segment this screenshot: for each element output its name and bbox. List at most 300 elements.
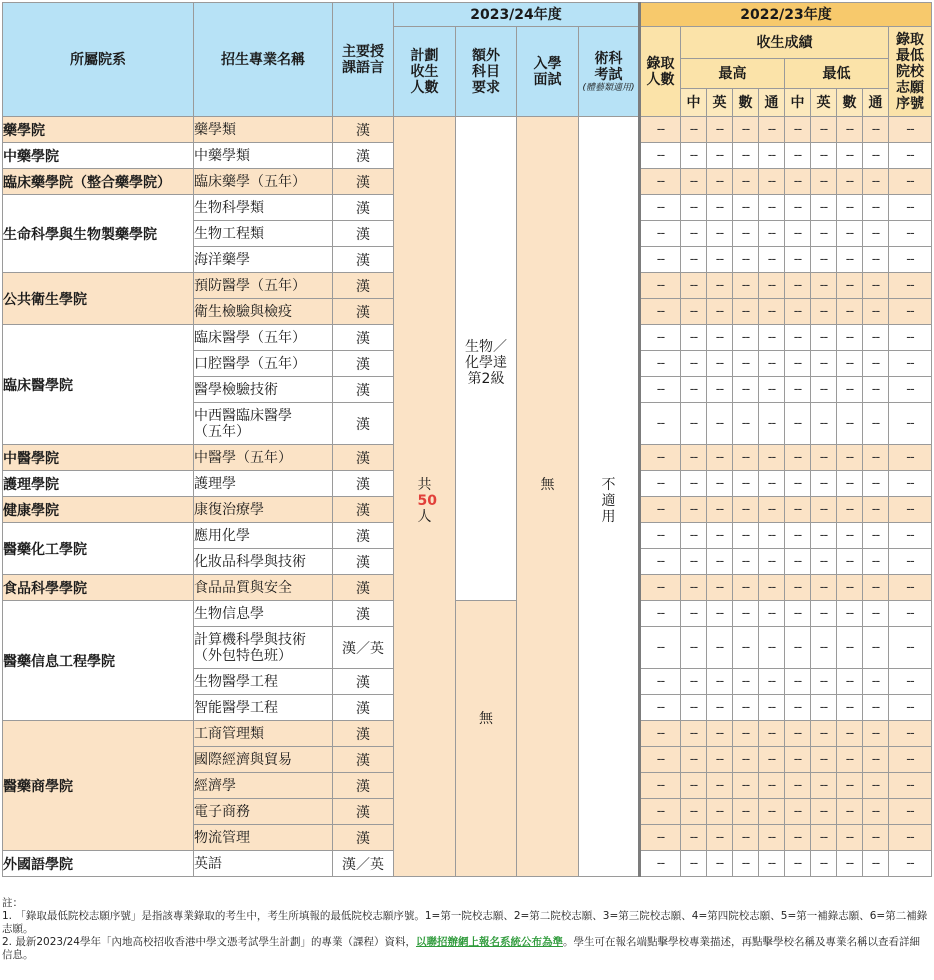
score-cell: -- <box>707 143 733 169</box>
score-cell: -- <box>837 773 863 799</box>
admit-count-cell: -- <box>640 851 681 877</box>
score-cell: -- <box>733 799 759 825</box>
score-cell: -- <box>759 325 785 351</box>
score-cell: -- <box>785 445 811 471</box>
program-cell: 智能醫學工程 <box>194 695 333 721</box>
program-cell: 中醫學（五年） <box>194 445 333 471</box>
program-cell: 應用化學 <box>194 523 333 549</box>
score-cell: -- <box>863 825 889 851</box>
score-cell: -- <box>863 273 889 299</box>
extra-subject-cell: 生物／化學達第2級 <box>456 117 517 601</box>
note-2: 2. 最新2023/24學年「內地高校招收香港中學文憑考試學生計劃」的專業（課程）資料，以聯招辦網上報名系統公布為準。學生可在報名端點擊學校專業描述，再點擊學校名稱及專業名稱以查看詳細信息。 <box>2 936 920 961</box>
score-cell: -- <box>837 825 863 851</box>
language-cell: 漢 <box>333 195 394 221</box>
min-choice-cell: -- <box>889 695 932 721</box>
score-cell: -- <box>681 471 707 497</box>
score-cell: -- <box>707 351 733 377</box>
score-cell: -- <box>681 117 707 143</box>
score-cell: -- <box>837 549 863 575</box>
admit-count-cell: -- <box>640 351 681 377</box>
language-cell: 漢 <box>333 273 394 299</box>
score-cell: -- <box>759 273 785 299</box>
score-cell: -- <box>759 721 785 747</box>
language-cell: 漢 <box>333 575 394 601</box>
score-cell: -- <box>733 497 759 523</box>
score-cell: -- <box>811 575 837 601</box>
score-cell: -- <box>785 143 811 169</box>
header-subj-ls: 通 <box>863 89 889 117</box>
score-cell: -- <box>811 497 837 523</box>
min-choice-cell: -- <box>889 273 932 299</box>
score-cell: -- <box>707 549 733 575</box>
header-subj-ls: 通 <box>759 89 785 117</box>
score-cell: -- <box>863 247 889 273</box>
score-cell: -- <box>863 195 889 221</box>
program-cell: 工商管理類 <box>194 721 333 747</box>
score-cell: -- <box>785 299 811 325</box>
language-cell: 漢 <box>333 143 394 169</box>
program-cell: 衛生檢驗與檢疫 <box>194 299 333 325</box>
score-cell: -- <box>863 523 889 549</box>
score-cell: -- <box>863 627 889 669</box>
score-cell: -- <box>707 377 733 403</box>
score-cell: -- <box>863 377 889 403</box>
score-cell: -- <box>863 169 889 195</box>
min-choice-cell: -- <box>889 799 932 825</box>
admit-count-cell: -- <box>640 445 681 471</box>
header-subj-chi: 中 <box>785 89 811 117</box>
footnotes <box>2 897 930 962</box>
admit-count-cell: -- <box>640 221 681 247</box>
admit-count-cell: -- <box>640 143 681 169</box>
min-choice-cell: -- <box>889 773 932 799</box>
score-cell: -- <box>785 575 811 601</box>
score-cell: -- <box>681 721 707 747</box>
dept-cell: 食品科學學院 <box>3 575 194 601</box>
score-cell: -- <box>863 221 889 247</box>
score-cell: -- <box>837 669 863 695</box>
dept-cell: 外國語學院 <box>3 851 194 877</box>
language-cell: 漢 <box>333 221 394 247</box>
min-choice-cell: -- <box>889 351 932 377</box>
score-cell: -- <box>707 627 733 669</box>
program-cell: 食品品質與安全 <box>194 575 333 601</box>
score-cell: -- <box>759 627 785 669</box>
score-cell: -- <box>733 143 759 169</box>
score-cell: -- <box>707 721 733 747</box>
program-cell: 計算機科學與技術（外包特色班） <box>194 627 333 669</box>
score-cell: -- <box>785 627 811 669</box>
admit-count-cell: -- <box>640 377 681 403</box>
language-cell: 漢 <box>333 117 394 143</box>
language-cell: 漢 <box>333 721 394 747</box>
header-year-2324: 2023/24年度 <box>394 3 640 27</box>
admit-count-cell: -- <box>640 325 681 351</box>
score-cell: -- <box>681 825 707 851</box>
score-cell: -- <box>681 523 707 549</box>
note-1: 1. 「錄取最低院校志願序號」是指該專業錄取的考生中，考生所填報的最低院校志願序號。1=第一院校志願、2=第二院校志願、3=第三院校志願、4=第四院校志願、5=第一補錄志願、6=第二補錄志願。 <box>2 910 928 935</box>
score-cell: -- <box>707 471 733 497</box>
score-cell: -- <box>707 273 733 299</box>
score-cell: -- <box>707 747 733 773</box>
min-choice-cell: -- <box>889 575 932 601</box>
score-cell: -- <box>733 523 759 549</box>
score-cell: -- <box>681 403 707 445</box>
header-subj-math: 數 <box>733 89 759 117</box>
admit-count-cell: -- <box>640 117 681 143</box>
program-cell: 康復治療學 <box>194 497 333 523</box>
score-cell: -- <box>837 273 863 299</box>
program-cell: 護理學 <box>194 471 333 497</box>
score-cell: -- <box>785 825 811 851</box>
score-cell: -- <box>837 445 863 471</box>
language-cell: 漢 <box>333 669 394 695</box>
admit-count-cell: -- <box>640 169 681 195</box>
score-cell: -- <box>733 669 759 695</box>
min-choice-cell: -- <box>889 221 932 247</box>
score-cell: -- <box>811 351 837 377</box>
score-cell: -- <box>863 143 889 169</box>
score-cell: -- <box>681 169 707 195</box>
program-cell: 經濟學 <box>194 773 333 799</box>
dept-cell: 中藥學院 <box>3 143 194 169</box>
score-cell: -- <box>811 799 837 825</box>
score-cell: -- <box>733 549 759 575</box>
dept-cell: 生命科學與生物製藥學院 <box>3 195 194 273</box>
plan-quota-cell: 共 50 人 <box>394 117 456 877</box>
dept-cell: 健康學院 <box>3 497 194 523</box>
language-cell: 漢 <box>333 601 394 627</box>
score-cell: -- <box>811 721 837 747</box>
min-choice-cell: -- <box>889 445 932 471</box>
header-plan: 計劃收生人數 <box>394 27 456 117</box>
program-cell: 口腔醫學（五年） <box>194 351 333 377</box>
score-cell: -- <box>863 325 889 351</box>
score-cell: -- <box>785 601 811 627</box>
score-cell: -- <box>759 695 785 721</box>
score-cell: -- <box>759 169 785 195</box>
program-cell: 預防醫學（五年） <box>194 273 333 299</box>
score-cell: -- <box>681 195 707 221</box>
score-cell: -- <box>759 299 785 325</box>
min-choice-cell: -- <box>889 549 932 575</box>
language-cell: 漢 <box>333 403 394 445</box>
score-cell: -- <box>707 221 733 247</box>
header-subj-eng: 英 <box>707 89 733 117</box>
header-interview: 入學面試 <box>517 27 579 117</box>
score-cell: -- <box>707 497 733 523</box>
score-cell: -- <box>863 721 889 747</box>
note-2-highlight[interactable]: 以聯招辦網上報名系統公布為準 <box>415 936 563 948</box>
score-cell: -- <box>733 851 759 877</box>
score-cell: -- <box>681 695 707 721</box>
program-cell: 生物科學類 <box>194 195 333 221</box>
score-cell: -- <box>733 247 759 273</box>
score-cell: -- <box>681 351 707 377</box>
score-cell: -- <box>681 575 707 601</box>
dept-cell: 臨床醫學院 <box>3 325 194 445</box>
program-cell: 臨床藥學（五年） <box>194 169 333 195</box>
score-cell: -- <box>759 799 785 825</box>
dept-cell: 中醫學院 <box>3 445 194 471</box>
score-cell: -- <box>837 799 863 825</box>
score-cell: -- <box>785 117 811 143</box>
language-cell: 漢 <box>333 169 394 195</box>
score-cell: -- <box>733 403 759 445</box>
score-cell: -- <box>759 601 785 627</box>
score-cell: -- <box>811 549 837 575</box>
score-cell: -- <box>707 825 733 851</box>
admit-count-cell: -- <box>640 601 681 627</box>
score-cell: -- <box>811 273 837 299</box>
language-cell: 漢 <box>333 325 394 351</box>
program-cell: 化妝品科學與技術 <box>194 549 333 575</box>
min-choice-cell: -- <box>889 247 932 273</box>
score-cell: -- <box>733 471 759 497</box>
language-cell: 漢／英 <box>333 851 394 877</box>
header-subj-math: 數 <box>837 89 863 117</box>
admit-count-cell: -- <box>640 721 681 747</box>
score-cell: -- <box>785 721 811 747</box>
dept-cell: 藥學院 <box>3 117 194 143</box>
score-cell: -- <box>863 445 889 471</box>
score-cell: -- <box>837 601 863 627</box>
program-cell: 生物信息學 <box>194 601 333 627</box>
language-cell: 漢 <box>333 825 394 851</box>
score-cell: -- <box>811 471 837 497</box>
min-choice-cell: -- <box>889 601 932 627</box>
header-language: 主要授課語言 <box>333 3 394 117</box>
score-cell: -- <box>863 575 889 601</box>
admit-count-cell: -- <box>640 403 681 445</box>
admit-count-cell: -- <box>640 669 681 695</box>
score-cell: -- <box>837 627 863 669</box>
score-cell: -- <box>681 799 707 825</box>
score-cell: -- <box>785 851 811 877</box>
score-cell: -- <box>837 721 863 747</box>
score-cell: -- <box>733 325 759 351</box>
score-cell: -- <box>863 299 889 325</box>
score-cell: -- <box>837 695 863 721</box>
score-cell: -- <box>863 351 889 377</box>
score-cell: -- <box>759 143 785 169</box>
header-skill: 術科考試 (體藝類適用) <box>579 27 640 117</box>
score-cell: -- <box>733 601 759 627</box>
min-choice-cell: -- <box>889 669 932 695</box>
score-cell: -- <box>681 325 707 351</box>
score-cell: -- <box>863 497 889 523</box>
admit-count-cell: -- <box>640 773 681 799</box>
admit-count-cell: -- <box>640 195 681 221</box>
score-cell: -- <box>811 747 837 773</box>
score-cell: -- <box>707 169 733 195</box>
score-cell: -- <box>837 195 863 221</box>
program-cell: 物流管理 <box>194 825 333 851</box>
score-cell: -- <box>785 351 811 377</box>
header-admit: 錄取人數 <box>640 27 681 117</box>
score-cell: -- <box>785 377 811 403</box>
admit-count-cell: -- <box>640 549 681 575</box>
score-cell: -- <box>863 403 889 445</box>
dept-cell: 公共衛生學院 <box>3 273 194 325</box>
score-cell: -- <box>707 403 733 445</box>
header-results: 收生成績 <box>681 27 889 59</box>
admit-count-cell: -- <box>640 799 681 825</box>
score-cell: -- <box>707 773 733 799</box>
score-cell: -- <box>733 721 759 747</box>
score-cell: -- <box>785 273 811 299</box>
score-cell: -- <box>733 117 759 143</box>
min-choice-cell: -- <box>889 627 932 669</box>
score-cell: -- <box>733 747 759 773</box>
score-cell: -- <box>811 851 837 877</box>
score-cell: -- <box>811 445 837 471</box>
score-cell: -- <box>733 169 759 195</box>
min-choice-cell: -- <box>889 117 932 143</box>
score-cell: -- <box>785 169 811 195</box>
table-row <box>3 601 932 627</box>
score-cell: -- <box>733 299 759 325</box>
min-choice-cell: -- <box>889 747 932 773</box>
min-choice-cell: -- <box>889 299 932 325</box>
score-cell: -- <box>759 471 785 497</box>
header-dept: 所屬院系 <box>3 3 194 117</box>
score-cell: -- <box>759 497 785 523</box>
language-cell: 漢 <box>333 299 394 325</box>
score-cell: -- <box>785 221 811 247</box>
min-choice-cell: -- <box>889 825 932 851</box>
score-cell: -- <box>707 299 733 325</box>
score-cell: -- <box>811 299 837 325</box>
score-cell: -- <box>785 773 811 799</box>
score-cell: -- <box>681 299 707 325</box>
admit-count-cell: -- <box>640 497 681 523</box>
min-choice-cell: -- <box>889 377 932 403</box>
score-cell: -- <box>707 601 733 627</box>
score-cell: -- <box>785 195 811 221</box>
language-cell: 漢 <box>333 445 394 471</box>
language-cell: 漢 <box>333 747 394 773</box>
score-cell: -- <box>733 195 759 221</box>
language-cell: 漢 <box>333 247 394 273</box>
min-choice-cell: -- <box>889 403 932 445</box>
program-cell: 國際經濟與貿易 <box>194 747 333 773</box>
header-year-2223: 2022/23年度 <box>640 3 932 27</box>
score-cell: -- <box>811 325 837 351</box>
score-cell: -- <box>785 497 811 523</box>
admit-count-cell: -- <box>640 273 681 299</box>
language-cell: 漢 <box>333 549 394 575</box>
score-cell: -- <box>811 143 837 169</box>
score-cell: -- <box>785 549 811 575</box>
score-cell: -- <box>681 669 707 695</box>
score-cell: -- <box>733 627 759 669</box>
header-lowest: 最低 <box>785 59 889 89</box>
score-cell: -- <box>733 445 759 471</box>
score-cell: -- <box>837 247 863 273</box>
admit-count-cell: -- <box>640 471 681 497</box>
score-cell: -- <box>837 851 863 877</box>
dept-cell: 臨床藥學院（整合藥學院） <box>3 169 194 195</box>
language-cell: 漢 <box>333 799 394 825</box>
program-cell: 生物工程類 <box>194 221 333 247</box>
language-cell: 漢 <box>333 773 394 799</box>
program-cell: 海洋藥學 <box>194 247 333 273</box>
score-cell: -- <box>837 117 863 143</box>
score-cell: -- <box>837 471 863 497</box>
score-cell: -- <box>681 601 707 627</box>
score-cell: -- <box>733 273 759 299</box>
score-cell: -- <box>759 575 785 601</box>
score-cell: -- <box>837 747 863 773</box>
min-choice-cell: -- <box>889 143 932 169</box>
score-cell: -- <box>759 773 785 799</box>
score-cell: -- <box>811 773 837 799</box>
language-cell: 漢 <box>333 377 394 403</box>
score-cell: -- <box>707 445 733 471</box>
score-cell: -- <box>759 747 785 773</box>
admit-count-cell: -- <box>640 523 681 549</box>
dept-cell: 醫藥信息工程學院 <box>3 601 194 721</box>
score-cell: -- <box>837 351 863 377</box>
score-cell: -- <box>785 247 811 273</box>
min-choice-cell: -- <box>889 195 932 221</box>
score-cell: -- <box>707 695 733 721</box>
language-cell: 漢 <box>333 497 394 523</box>
score-cell: -- <box>759 825 785 851</box>
header-extra: 額外科目要求 <box>456 27 517 117</box>
score-cell: -- <box>759 247 785 273</box>
score-cell: -- <box>837 575 863 601</box>
header-program: 招生專業名稱 <box>194 3 333 117</box>
score-cell: -- <box>863 669 889 695</box>
score-cell: -- <box>863 549 889 575</box>
score-cell: -- <box>681 273 707 299</box>
score-cell: -- <box>707 195 733 221</box>
score-cell: -- <box>681 445 707 471</box>
score-cell: -- <box>759 669 785 695</box>
language-cell: 漢／英 <box>333 627 394 669</box>
dept-cell: 醫藥化工學院 <box>3 523 194 575</box>
admit-count-cell: -- <box>640 825 681 851</box>
score-cell: -- <box>837 221 863 247</box>
extra-subject-none-cell: 無 <box>456 601 517 877</box>
program-cell: 中西醫臨床醫學（五年） <box>194 403 333 445</box>
header-subj-chi: 中 <box>681 89 707 117</box>
dept-cell: 醫藥商學院 <box>3 721 194 851</box>
admit-count-cell: -- <box>640 627 681 669</box>
score-cell: -- <box>733 221 759 247</box>
score-cell: -- <box>785 403 811 445</box>
score-cell: -- <box>681 747 707 773</box>
program-cell: 生物醫學工程 <box>194 669 333 695</box>
score-cell: -- <box>785 669 811 695</box>
score-cell: -- <box>759 117 785 143</box>
language-cell: 漢 <box>333 351 394 377</box>
score-cell: -- <box>707 575 733 601</box>
notes-title: 註： <box>2 897 23 909</box>
score-cell: -- <box>785 747 811 773</box>
program-cell: 英語 <box>194 851 333 877</box>
plan-quota-number: 50 <box>417 493 437 509</box>
score-cell: -- <box>759 195 785 221</box>
program-cell: 電子商務 <box>194 799 333 825</box>
score-cell: -- <box>863 851 889 877</box>
min-choice-cell: -- <box>889 325 932 351</box>
skill-test-cell: 不適用 <box>579 117 640 877</box>
score-cell: -- <box>863 799 889 825</box>
score-cell: -- <box>811 117 837 143</box>
